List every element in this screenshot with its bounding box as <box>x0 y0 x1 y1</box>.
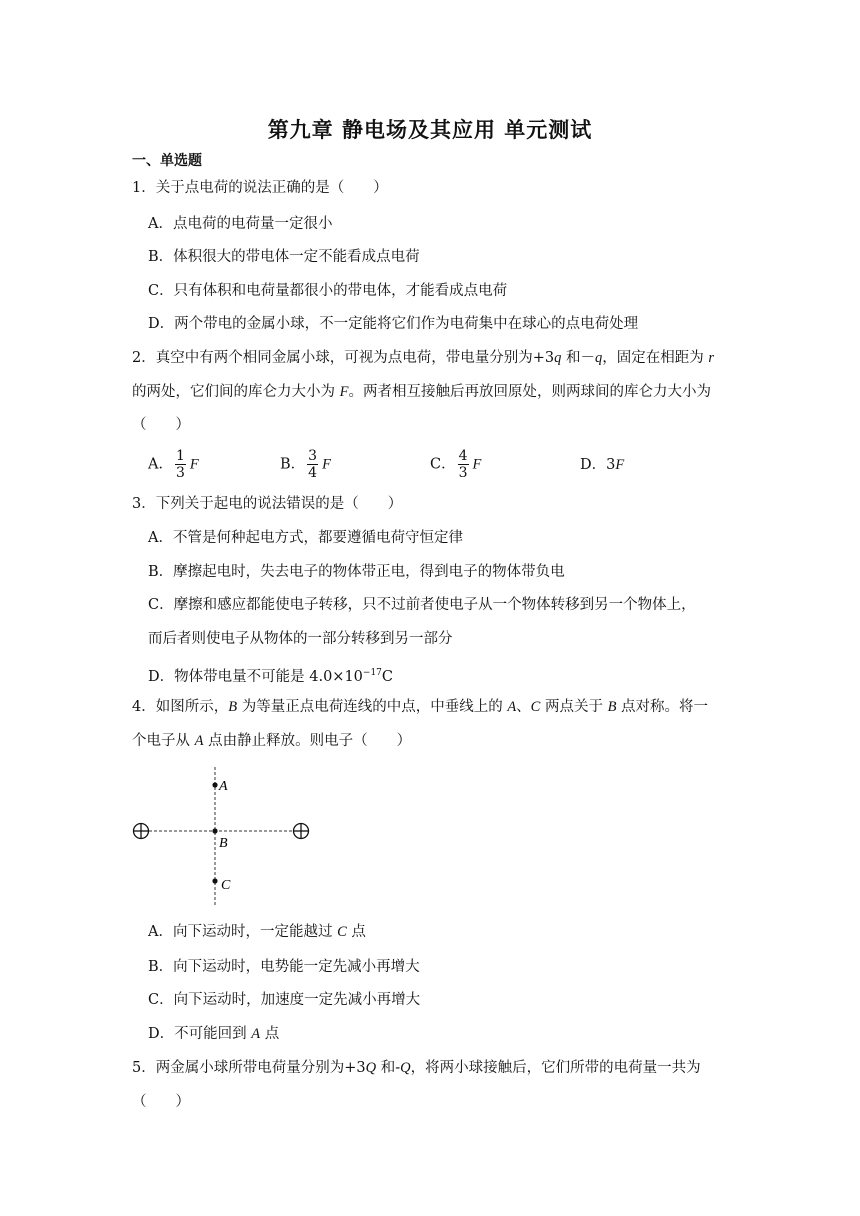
positive-charge-left-icon <box>134 824 149 839</box>
point-a <box>212 782 217 787</box>
question-1-stem: 1．关于点电荷的说法正确的是（ ） <box>132 180 388 196</box>
label-a: A <box>219 779 228 794</box>
page-title: 第九章 静电场及其应用 单元测试 <box>267 117 593 142</box>
question-4-stem-line-2: 个电子从 A 点由静止释放。则电子（ ） <box>132 733 412 749</box>
fraction: $\frac{1}{3}$ <box>175 448 185 481</box>
question-1-option-a: A．点电荷的电荷量一定很小 <box>148 216 333 232</box>
question-3-option-b: B．摩擦起电时，失去电子的物体带正电，得到电子的物体带负电 <box>148 564 565 580</box>
question-3-option-a: A．不管是何种起电方式，都要遵循电荷守恒定律 <box>148 530 463 546</box>
question-2-stem-line-1: 2．真空中有两个相同金属小球，可视为点电荷，带电量分别为+3q 和－q，固定在相距为 r <box>132 350 714 366</box>
label-c: C <box>221 878 231 893</box>
fraction: $\frac{4}{3}$ <box>458 448 468 481</box>
charge-diagram <box>125 765 325 910</box>
question-3-option-c-line-2: 而后者则使电子从物体的一部分转移到另一部分 <box>148 631 453 647</box>
question-5-stem-line-1: 5．两金属小球所带电荷量分别为+3Q 和-Q，将两小球接触后，它们所带的电荷量一共为 <box>132 1060 701 1076</box>
question-1-option-b: B．体积很大的带电体一定不能看成点电荷 <box>148 249 420 265</box>
question-3-stem: 3．下列关于起电的说法错误的是（ ） <box>132 496 403 512</box>
question-2-option-d: D．3F <box>580 457 625 473</box>
question-1-option-c: C．只有体积和电荷量都很小的带电体，才能看成点电荷 <box>148 283 508 299</box>
question-4-stem-line-1: 4．如图所示，B 为等量正点电荷连线的中点，中垂线上的 A、C 两点关于 B 点对称。将一 <box>132 699 709 715</box>
point-c <box>212 878 217 883</box>
question-5-stem-line-2: （ ） <box>132 1094 190 1110</box>
question-4-option-c: C．向下运动时，加速度一定先减小再增大 <box>148 992 421 1008</box>
question-2-option-b: B． $\frac{3}{4}$ F <box>280 448 331 481</box>
question-2-stem-line-2: 的两处，它们间的库仑力大小为 F。两者相互接触后再放回原处，则两球间的库仑力大小为 <box>132 384 711 400</box>
question-1-option-d: D．两个带电的金属小球，不一定能将它们作为电荷集中在球心的点电荷处理 <box>148 316 639 332</box>
question-4-option-d: D．不可能回到 A 点 <box>148 1026 280 1042</box>
section-heading: 一、单选题 <box>132 153 202 169</box>
positive-charge-right-icon <box>294 824 309 839</box>
question-4-option-b: B．向下运动时，电势能一定先减小再增大 <box>148 959 420 975</box>
question-4-option-a: A．向下运动时，一定能越过 C 点 <box>148 924 366 940</box>
question-2-option-c: C． $\frac{4}{3}$ F <box>430 448 482 481</box>
fraction: $\frac{3}{4}$ <box>308 448 318 481</box>
question-2-stem-line-3: （ ） <box>132 417 190 433</box>
point-b <box>212 828 217 833</box>
question-2-option-a: A． $\frac{1}{3}$ F <box>148 448 199 481</box>
question-3-option-c-line-1: C．摩擦和感应都能使电子转移，只不过前者使电子从一个物体转移到另一个物体上， <box>148 597 696 613</box>
label-b: B <box>219 836 228 851</box>
question-3-option-d: D．物体带电量不可能是 $4.0\times 10^{-17}C$ <box>148 668 394 685</box>
